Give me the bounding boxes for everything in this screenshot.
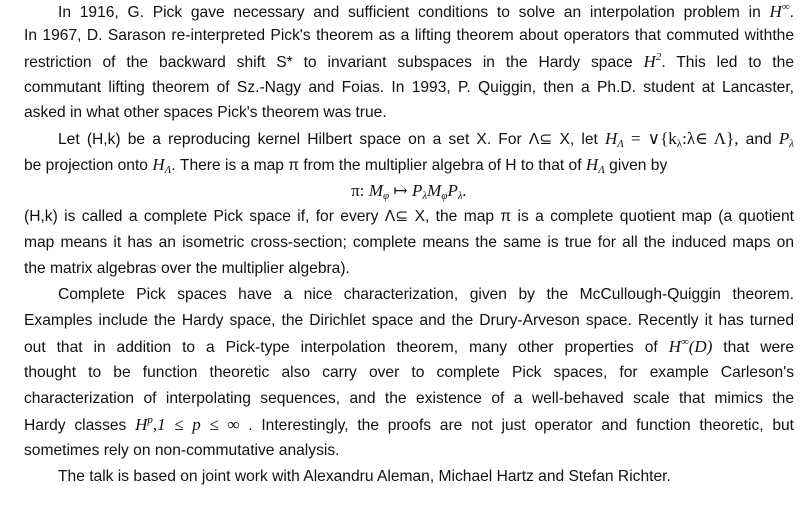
p3-line-5: characterization of interpolating sequences, and the existence of a well-behaved scale that mimics the: [24, 390, 794, 407]
p1-line-1: In 1916, G. Pick gave necessary and sufficient conditions to solve an interpolation problem in H∞.: [58, 1, 794, 21]
p3-line-3: out that in addition to a Pick-type interpolation theorem, many other properties of H∞(D) that were: [24, 336, 794, 356]
h-p-symbol: $H^p$: [135, 414, 153, 434]
p2-line-1: Let (H,k) be a reproducing kernel Hilbert space on a set X. For Λ⊆ X, let $H_\Lambda$ = $\vee\{k_\lambda:\lambda\in$ Λ}, and $P_\lambda$: [58, 129, 794, 150]
h2-symbol: $H^2$: [643, 51, 662, 71]
h-lambda-symbol-3: $H_\Lambda$: [585, 155, 605, 176]
p3-line-6: Hardy classes $H^p,1 \le p$ ≤ ∞ . Interestingly, the proofs are not just operator and function theoretic, but: [24, 414, 794, 434]
p3-line-4: thought to be function theoretic also carry over to complete Pick spaces, for example Carleson's: [24, 364, 794, 381]
p1-line-4: commutant lifting theorem of Sz.-Nagy and Foias. In 1993, P. Quiggin, then a Ph.D. student at Lancaster,: [24, 79, 794, 96]
p4-line-1: The talk is based on joint work with Alexandru Aleman, Michael Hartz and Stefan Richter.: [58, 468, 671, 485]
p3-line-1: Complete Pick spaces have a nice characterization, given by the McCullough-Quiggin theorem.: [58, 286, 794, 303]
pi-map-formula: π: $M_\varphi$ ↦ $P_\lambda M_\varphi P_\lambda$.: [351, 181, 467, 202]
h-infinity-symbol: H∞: [769, 1, 790, 21]
h-lambda-symbol-2: $H_\Lambda$: [152, 155, 172, 176]
p2-line-3: (H,k) is called a complete Pick space if, for every Λ⊆ X, the map π is a complete quotient map (a quotient: [24, 208, 794, 225]
p1-line-1-text: In 1916, G. Pick gave necessary and sufficient conditions to solve an interpolation problem in: [58, 4, 770, 21]
p-range: ,1 ≤ p ≤ ∞: [152, 415, 240, 434]
p3-line-2: Examples include the Hardy space, the Dirichlet space and the Drury-Arveson space. Recently it has turned: [24, 312, 794, 329]
h-infinity-d-symbol: H∞(D): [668, 336, 713, 356]
p1-line-5: asked in what other spaces Pick's theorem was true.: [24, 104, 387, 121]
p-lambda-symbol: $P_\lambda$: [778, 129, 794, 150]
p3-line-7: sometimes rely on non-commutative analysis.: [24, 442, 340, 459]
p2-line-2: be projection onto $H_\Lambda$. There is a map π from the multiplier algebra of H to that of $H_\Lambda$ given by: [24, 155, 668, 176]
span-formula: = $\vee\{k_\lambda:\lambda\in$ Λ},: [623, 129, 739, 150]
p1-line-2: In 1967, D. Sarason re-interpreted Pick's theorem as a lifting theorem about operators that commuted withthe: [24, 27, 794, 44]
h-lambda-symbol: $H_\Lambda$: [604, 129, 624, 150]
p2-line-5: the matrix algebras over the multiplier algebra).: [24, 260, 350, 277]
p2-line-4: map means it has an isometric cross-section; complete means the same is true for all the induced maps on: [24, 234, 794, 251]
p1-line-3: restriction of the backward shift S* to invariant subspaces in the Hardy space $H^2$. This led to the: [24, 51, 794, 71]
